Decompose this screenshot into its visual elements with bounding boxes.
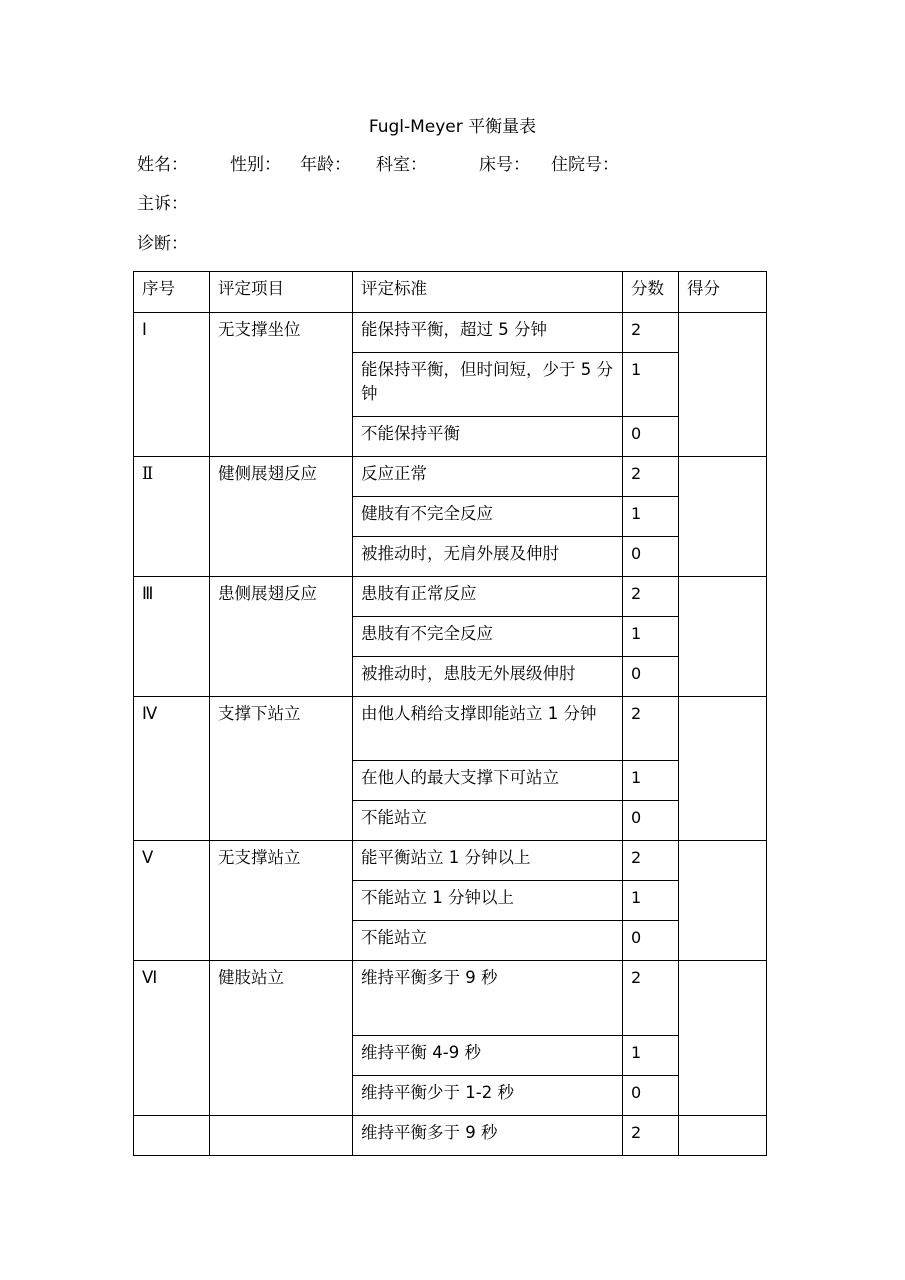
score-cell: 2 bbox=[623, 1116, 679, 1156]
header-criteria: 评定标准 bbox=[353, 272, 623, 313]
score-cell: 2 bbox=[623, 313, 679, 353]
score-cell: 0 bbox=[623, 417, 679, 457]
criteria-cell: 不能站立 bbox=[353, 801, 623, 841]
balance-scale-table bbox=[133, 271, 767, 1156]
bed-label: 床号： bbox=[479, 155, 530, 175]
score-cell: 1 bbox=[623, 881, 679, 921]
diagnosis-label: 诊断： bbox=[137, 234, 188, 254]
result-cell[interactable] bbox=[679, 577, 767, 697]
criteria-cell: 在他人的最大支撑下可站立 bbox=[353, 761, 623, 801]
item-cell: 患侧展翅反应 bbox=[210, 577, 353, 697]
result-cell[interactable] bbox=[679, 1116, 767, 1156]
criteria-cell: 维持平衡 4-9 秒 bbox=[353, 1036, 623, 1076]
criteria-cell: 被推动时，无肩外展及伸肘 bbox=[353, 537, 623, 577]
criteria-cell: 患肢有不完全反应 bbox=[353, 617, 623, 657]
document-title: Fugl-Meyer 平衡量表 bbox=[368, 117, 537, 137]
header-seq: 序号 bbox=[134, 272, 210, 313]
header-score: 分数 bbox=[623, 272, 679, 313]
criteria-cell: 维持平衡多于 9 秒 bbox=[353, 961, 623, 1036]
score-cell: 2 bbox=[623, 961, 679, 1036]
seq-cell: Ⅴ bbox=[134, 841, 210, 961]
seq-cell: Ⅱ bbox=[134, 457, 210, 577]
table-row bbox=[134, 313, 767, 353]
score-cell: 0 bbox=[623, 1076, 679, 1116]
score-cell: 2 bbox=[623, 697, 679, 761]
criteria-cell: 不能站立 1 分钟以上 bbox=[353, 881, 623, 921]
header-result: 得分 bbox=[679, 272, 767, 313]
criteria-cell: 维持平衡多于 9 秒 bbox=[353, 1116, 623, 1156]
criteria-cell: 不能保持平衡 bbox=[353, 417, 623, 457]
result-cell[interactable] bbox=[679, 313, 767, 457]
item-cell: 健侧展翅反应 bbox=[210, 457, 353, 577]
score-cell: 1 bbox=[623, 1036, 679, 1076]
criteria-cell: 健肢有不完全反应 bbox=[353, 497, 623, 537]
patient-info-line bbox=[137, 150, 619, 175]
score-cell: 0 bbox=[623, 657, 679, 697]
result-cell[interactable] bbox=[679, 841, 767, 961]
item-cell: 健肢站立 bbox=[210, 961, 353, 1116]
criteria-cell: 不能站立 bbox=[353, 921, 623, 961]
result-cell[interactable] bbox=[679, 961, 767, 1116]
item-cell: 无支撑坐位 bbox=[210, 313, 353, 457]
score-cell: 2 bbox=[623, 841, 679, 881]
criteria-cell: 反应正常 bbox=[353, 457, 623, 497]
table-row bbox=[134, 577, 767, 617]
table-row bbox=[134, 697, 767, 761]
score-cell: 2 bbox=[623, 577, 679, 617]
seq-cell: Ⅰ bbox=[134, 313, 210, 457]
item-cell: 支撑下站立 bbox=[210, 697, 353, 841]
criteria-cell: 患肢有正常反应 bbox=[353, 577, 623, 617]
seq-cell: Ⅳ bbox=[134, 697, 210, 841]
table-row bbox=[134, 457, 767, 497]
result-cell[interactable] bbox=[679, 457, 767, 577]
item-cell bbox=[210, 1116, 353, 1156]
score-cell: 0 bbox=[623, 537, 679, 577]
table-row bbox=[134, 841, 767, 881]
score-cell: 1 bbox=[623, 617, 679, 657]
score-cell: 1 bbox=[623, 497, 679, 537]
criteria-cell: 由他人稍给支撑即能站立 1 分钟 bbox=[353, 697, 623, 761]
table-row bbox=[134, 961, 767, 1036]
gender-label: 性别： bbox=[230, 155, 281, 175]
header-item: 评定项目 bbox=[210, 272, 353, 313]
item-cell: 无支撑站立 bbox=[210, 841, 353, 961]
result-cell[interactable] bbox=[679, 697, 767, 841]
criteria-cell: 能平衡站立 1 分钟以上 bbox=[353, 841, 623, 881]
inpatient-no-label: 住院号： bbox=[551, 155, 619, 175]
criteria-cell: 被推动时，患肢无外展级伸肘 bbox=[353, 657, 623, 697]
seq-cell: Ⅵ bbox=[134, 961, 210, 1116]
seq-cell: Ⅲ bbox=[134, 577, 210, 697]
seq-cell bbox=[134, 1116, 210, 1156]
score-cell: 0 bbox=[623, 801, 679, 841]
name-label: 姓名： bbox=[137, 155, 188, 175]
table-row bbox=[134, 1116, 767, 1156]
score-cell: 1 bbox=[623, 353, 679, 417]
age-label: 年龄： bbox=[300, 155, 351, 175]
criteria-cell: 能保持平衡，但时间短，少于 5 分钟 bbox=[353, 353, 623, 417]
score-cell: 2 bbox=[623, 457, 679, 497]
criteria-cell: 能保持平衡，超过 5 分钟 bbox=[353, 313, 623, 353]
dept-label: 科室： bbox=[376, 155, 427, 175]
score-cell: 1 bbox=[623, 761, 679, 801]
table-header-row bbox=[134, 272, 767, 313]
score-cell: 0 bbox=[623, 921, 679, 961]
complaint-label: 主诉： bbox=[137, 194, 188, 214]
criteria-cell: 维持平衡少于 1-2 秒 bbox=[353, 1076, 623, 1116]
